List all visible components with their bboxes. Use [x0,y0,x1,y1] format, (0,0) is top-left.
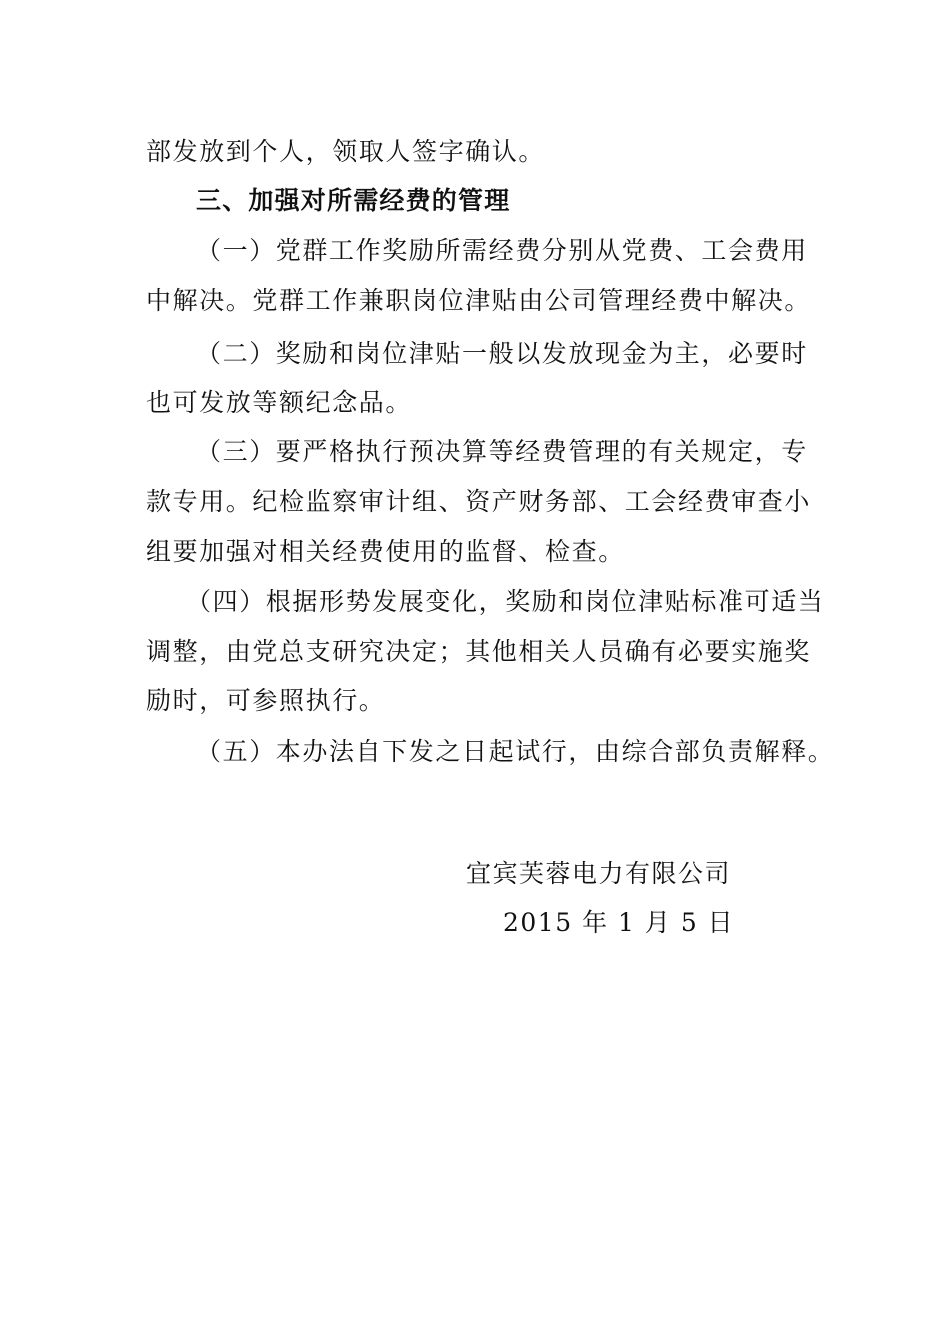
continuation-line: 部发放到个人，领取人签字确认。 [146,137,546,166]
paragraph-line: （一）党群工作奖励所需经费分别从党费、工会费用 [196,236,808,265]
paragraph-line: 也可发放等额纪念品。 [146,388,413,417]
paragraph-line: （四）根据形势发展变化，奖励和岗位津贴标准可适当 [186,587,825,616]
paragraph-line: 中解决。党群工作兼职岗位津贴由公司管理经费中解决。 [146,286,812,315]
paragraph-line: （五）本办法自下发之日起试行，由综合部负责解释。 [196,737,835,766]
signature-organization: 宜宾芙蓉电力有限公司 [466,859,732,888]
paragraph-line: 调整，由党总支研究决定；其他相关人员确有必要实施奖 [146,637,812,666]
paragraph-line: 款专用。纪检监察审计组、资产财务部、工会经费审查小 [146,487,812,516]
paragraph-line: （二）奖励和岗位津贴一般以发放现金为主，必要时 [196,339,808,368]
signature-date: 2015 年 1 月 5 日 [503,908,735,937]
paragraph-line: （三）要严格执行预决算等经费管理的有关规定，专 [196,437,808,466]
paragraph-line: 组要加强对相关经费使用的监督、检查。 [146,537,625,566]
paragraph-line: 励时，可参照执行。 [146,686,386,715]
section-heading: 三、加强对所需经费的管理 [196,186,511,215]
